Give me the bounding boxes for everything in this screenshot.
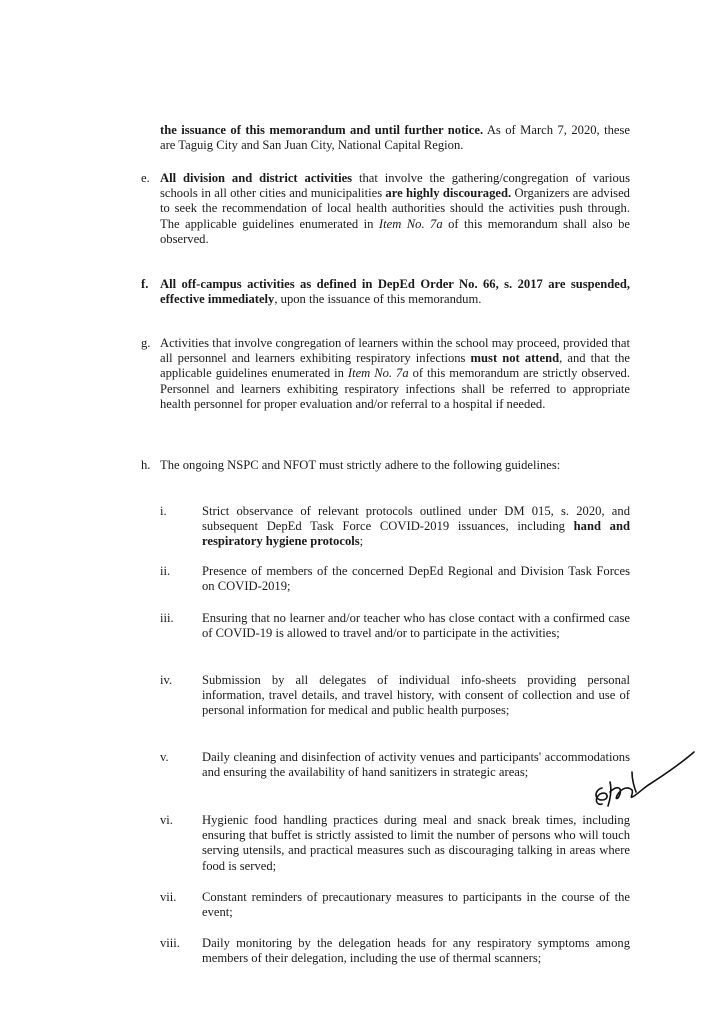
subitem-1-number: i. bbox=[160, 504, 167, 518]
item-e-italic: Item No. 7a bbox=[378, 216, 443, 231]
continuation-text: As of March 7, 2020, these are Taguig City and San Juan City, National Capital Region. bbox=[160, 123, 630, 153]
subitem-3-number: iii. bbox=[160, 611, 174, 625]
subitem-8-number: viii. bbox=[160, 936, 180, 950]
subitem-6-text: Hygienic food handling practices during meal and snack break times, including ensuring that buffet is strictly assisted to limit the number of persons who will touch serving utensils, and practical measures such as discouraging talking in areas where food is served; bbox=[202, 813, 630, 873]
subitem-8-text: Daily monitoring by the delegation heads for any respiratory symptoms among members of their delegation, including the use of thermal scanners; bbox=[202, 936, 630, 966]
handwritten-initials-signature bbox=[588, 742, 698, 812]
item-g-italic: Item No. 7a bbox=[347, 366, 409, 381]
item-e-text-2: Organizers are advised to seek the recommendation of local health authorities should the activities push through. The applicable guidelines enumerated in bbox=[160, 186, 630, 231]
subitem-2-number: ii. bbox=[160, 564, 171, 578]
subitem-4-text: Submission by all delegates of individual info-sheets providing personal information, travel details, and travel history, with consent of collection and use of personal information for medical and public health purposes; bbox=[202, 673, 630, 718]
item-g-text-3: of this memorandum are strictly observed. Personnel and learners exhibiting respiratory infections shall be referred to appropriate health personnel for proper evaluation and/or referral to a hospital if needed. bbox=[160, 366, 630, 411]
subitem-1-bold: hand and respiratory hygiene protocols bbox=[202, 519, 630, 549]
subitem-1-text-b: ; bbox=[359, 534, 364, 549]
item-g-bold: must not attend bbox=[470, 351, 560, 366]
subitem-5-text: Daily cleaning and disinfection of activity venues and participants' accommodations and ensuring the availability of hand sanitizers in strategic areas; bbox=[202, 750, 630, 780]
item-e-text-1: that involve the gathering/congregation of various schools in all other cities and municipalities bbox=[160, 171, 630, 201]
item-f-bold: All off-campus activities as defined in DepEd Order No. 66, s. 2017 are suspended, effective immediately bbox=[160, 277, 630, 307]
subitem-6-number: vi. bbox=[160, 813, 173, 827]
item-e-bold-1: All division and district activities bbox=[160, 171, 353, 185]
subitem-4-number: iv. bbox=[160, 673, 173, 687]
item-e-paragraph bbox=[160, 171, 630, 247]
subitem-5-number: v. bbox=[160, 750, 169, 764]
item-f-paragraph bbox=[160, 277, 630, 307]
subitem-7-text: Constant reminders of precautionary measures to participants in the course of the event; bbox=[202, 890, 630, 920]
subitem-3-text: Ensuring that no learner and/or teacher who has close contact with a confirmed case of COVID-19 is allowed to travel and/or to participate in the activities; bbox=[202, 611, 630, 641]
subitem-1-text bbox=[202, 504, 630, 550]
item-e-text-3: of this memorandum shall also be observed. bbox=[160, 216, 630, 246]
continuation-bold: the issuance of this memorandum and until further notice. bbox=[160, 123, 484, 137]
item-g-text-2: , and that the applicable guidelines enumerated in bbox=[160, 351, 630, 381]
item-e-bold-2: are highly discouraged. bbox=[385, 186, 512, 201]
item-f-letter: f. bbox=[141, 277, 149, 291]
item-g-text-1: Activities that involve congregation of learners within the school may proceed, provided that all personnel and learners exhibiting respiratory infections bbox=[160, 336, 630, 366]
continuation-paragraph bbox=[160, 123, 630, 153]
subitem-1-text-a: Strict observance of relevant protocols outlined under DM 015, s. 2020, and subsequent DepEd Task Force COVID-2019 issuances, including bbox=[202, 504, 630, 534]
item-h-letter: h. bbox=[141, 458, 151, 472]
item-g-paragraph bbox=[160, 336, 630, 412]
subitem-7-number: vii. bbox=[160, 890, 177, 904]
item-f-text: , upon the issuance of this memorandum. bbox=[274, 292, 482, 307]
item-h-paragraph: The ongoing NSPC and NFOT must strictly adhere to the following guidelines: bbox=[160, 458, 561, 472]
item-e-letter: e. bbox=[141, 171, 150, 185]
item-g-letter: g. bbox=[141, 336, 151, 350]
subitem-2-text: Presence of members of the concerned DepEd Regional and Division Task Forces on COVID-2019; bbox=[202, 564, 630, 594]
